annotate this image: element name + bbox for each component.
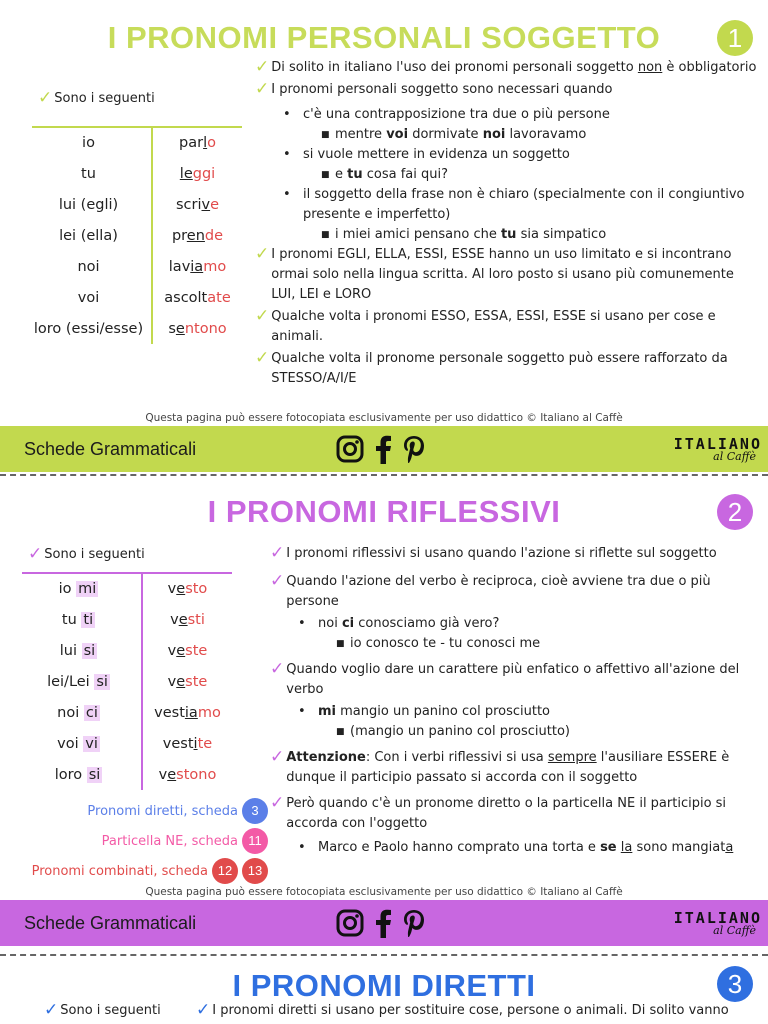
check-icon: ✓ — [255, 306, 270, 326]
sub-item: • Marco e Paolo hanno comprato una torta e se la sono mangiata — [270, 838, 760, 858]
pronoun-cell: io mi — [22, 573, 142, 604]
facebook-icon[interactable] — [374, 908, 392, 938]
bullet-disc: • — [298, 704, 306, 719]
card1-conjugation-table — [32, 126, 242, 344]
reference-link-label: Particella NE, scheda — [101, 833, 238, 849]
verb-cell: vestono — [158, 766, 217, 783]
conjugation-row — [32, 189, 242, 220]
sub-sub-item: ■ i miei amici pensano che tu sia simpatico — [255, 225, 760, 245]
card3-intro-text: Sono i seguenti — [60, 1002, 161, 1018]
card-pronomi-soggetto — [0, 0, 768, 472]
card1-intro-text: Sono i seguenti — [54, 90, 155, 106]
card-number-badge[interactable]: 11 — [242, 828, 268, 854]
verb-cell: ascoltate — [164, 289, 231, 306]
check-icon: ✓ — [270, 571, 285, 591]
reflexive-row — [22, 697, 232, 728]
bullet-disc: • — [283, 107, 291, 122]
social-icons — [336, 434, 426, 464]
pronoun-cell: lui (egli) — [32, 189, 152, 220]
reference-link[interactable] — [0, 796, 268, 826]
card2-notes — [270, 544, 760, 858]
facebook-icon[interactable] — [374, 434, 392, 464]
bullet-disc: • — [283, 147, 291, 162]
card2-intro — [28, 544, 145, 564]
reference-link[interactable] — [0, 856, 268, 886]
footer-label: Schede Grammaticali — [24, 912, 197, 933]
card2-number-badge: 2 — [717, 494, 753, 530]
check-icon: ✓ — [255, 348, 270, 368]
social-icons — [336, 908, 426, 938]
check-icon: ✓ — [270, 747, 285, 767]
check-icon: ✓ — [38, 88, 53, 108]
reflexive-row — [22, 635, 232, 666]
card2-footer-bar — [0, 900, 768, 946]
pronoun-cell: lei (ella) — [32, 220, 152, 251]
card2-links — [0, 796, 268, 886]
verb-cell: scrive — [175, 196, 220, 213]
card-number-badge[interactable]: 13 — [242, 858, 268, 884]
bullet-square: ■ — [321, 130, 330, 140]
note-item: ✓ I pronomi EGLI, ELLA, ESSI, ESSE hanno un uso limitato e si incontrano ormai solo nella lingua scritta. Al loro posto si usano più comunemente LUI, LEI e LORO — [255, 244, 734, 302]
verb-cell: laviamo — [168, 258, 227, 275]
verb-cell: vesto — [142, 573, 232, 604]
conjugation-row — [32, 313, 242, 344]
pronoun-cell: loro (essi/esse) — [32, 313, 152, 344]
sub-item: • il soggetto della frase non è chiaro (specialmente con il congiuntivo presente e imperfetto) — [255, 185, 760, 225]
reflexive-row — [22, 666, 232, 697]
card3-title: I PRONOMI DIRETTI — [232, 968, 536, 1003]
reflexive-row — [22, 604, 232, 635]
check-icon: ✓ — [270, 793, 285, 813]
pronoun-cell: io — [32, 127, 152, 158]
sub-item: • noi ci conosciamo già vero? — [270, 614, 760, 634]
card1-notes — [255, 58, 760, 391]
card2-copyright: Questa pagina può essere fotocopiata esclusivamente per uso didattico © Italiano al Caffè — [145, 886, 623, 898]
sub-item: • si vuole mettere in evidenza un soggetto — [255, 145, 760, 165]
card1-title: I PRONOMI PERSONALI SOGGETTO — [107, 20, 661, 55]
pronoun-cell: loro si — [22, 759, 142, 790]
bullet-square: ■ — [321, 230, 330, 240]
bullet-disc: • — [298, 840, 306, 855]
conjugation-row — [32, 220, 242, 251]
card3-note-text: I pronomi diretti si usano per sostituire cose, persone o animali. Di solito vanno — [212, 1002, 729, 1018]
verb-cell: prende — [171, 227, 224, 244]
instagram-icon[interactable] — [336, 909, 364, 937]
pinterest-icon[interactable] — [402, 908, 426, 938]
card1-copyright: Questa pagina può essere fotocopiata esclusivamente per uso didattico © Italiano al Caffè — [145, 412, 623, 424]
bullet-square: ■ — [336, 727, 345, 737]
card2-title: I PRONOMI RIFLESSIVI — [207, 494, 561, 529]
pronoun-cell: tu — [32, 158, 152, 189]
verb-cell: vestite — [162, 735, 213, 752]
conjugation-row — [32, 251, 242, 282]
note-item: ✓ Di solito in italiano l'uso dei pronomi personali soggetto non è obbligatorio — [255, 57, 757, 77]
bullet-disc: • — [298, 616, 306, 631]
note-item: ✓ Qualche volta i pronomi ESSO, ESSA, ESSI, ESSE si usano per cose e animali. — [255, 306, 716, 344]
check-icon: ✓ — [28, 544, 43, 564]
conjugation-row — [32, 158, 242, 189]
verb-cell: parlo — [152, 127, 242, 158]
check-icon: ✓ — [255, 244, 270, 264]
reference-link-label: Pronomi combinati, scheda — [31, 863, 208, 879]
note-item: ✓ Quando l'azione del verbo è reciproca, cioè avviene tra due o più persone — [270, 571, 711, 609]
verb-cell: leggi — [179, 165, 216, 182]
note-item: ✓ Quando voglio dare un carattere più enfatico o affettivo all'azione del verbo — [270, 659, 740, 697]
verb-cell: veste — [167, 673, 208, 690]
pronoun-cell: voi vi — [22, 728, 142, 759]
verb-cell: veste — [167, 642, 208, 659]
note-item: ✓ Qualche volta il pronome personale soggetto può essere rafforzato da STESSO/A/I/E — [255, 348, 728, 386]
sub-sub-item: ■ (mangio un panino col prosciutto) — [270, 722, 760, 742]
bullet-disc: • — [283, 187, 291, 202]
check-icon: ✓ — [255, 79, 270, 99]
conjugation-row — [32, 282, 242, 313]
check-icon: ✓ — [255, 57, 270, 77]
sub-sub-item: ■ io conosco te - tu conosci me — [270, 634, 760, 654]
card1-intro — [38, 88, 155, 108]
card-number-badge[interactable]: 3 — [242, 798, 268, 824]
card1-footer-bar — [0, 426, 768, 472]
verb-cell: sentono — [168, 320, 227, 337]
verb-cell: vestiamo — [154, 704, 221, 721]
pronoun-cell: voi — [32, 282, 152, 313]
check-icon: ✓ — [270, 543, 285, 563]
card2-conjugation-table — [22, 572, 232, 790]
sub-item: • c'è una contrapposizione tra due o più persone — [255, 105, 760, 125]
instagram-icon[interactable] — [336, 435, 364, 463]
card3-intro — [44, 1000, 161, 1020]
pronoun-cell: lui si — [22, 635, 142, 666]
sub-item: • mi mangio un panino col prosciutto — [270, 702, 760, 722]
check-icon: ✓ — [196, 1000, 211, 1020]
sub-sub-item: ■ e tu cosa fai qui? — [255, 165, 760, 185]
reference-link[interactable] — [0, 826, 268, 856]
bullet-square: ■ — [321, 170, 330, 180]
reflexive-row — [22, 759, 232, 790]
sub-sub-item: ■ mentre voi dormivate noi lavoravamo — [255, 125, 760, 145]
card2-intro-text: Sono i seguenti — [44, 546, 145, 562]
note-item: ✓ Attenzione: Con i verbi riflessivi si usa sempre l'ausiliare ESSERE è dunque il participio passato si accorda con il soggetto — [270, 747, 730, 785]
pronoun-cell: noi — [32, 251, 152, 282]
reflexive-row — [22, 573, 232, 604]
card-pronomi-riflessivi — [0, 474, 768, 952]
brand-logo: ITALIANO al Caffè — [673, 435, 762, 463]
pronoun-cell: tu ti — [22, 604, 142, 635]
pinterest-icon[interactable] — [402, 434, 426, 464]
card-pronomi-diretti — [0, 956, 768, 1024]
card1-number-badge: 1 — [717, 20, 753, 56]
card3-note — [196, 1000, 766, 1020]
check-icon: ✓ — [44, 1000, 59, 1020]
pronoun-cell: noi ci — [22, 697, 142, 728]
bullet-square: ■ — [336, 639, 345, 649]
pronoun-cell: lei/Lei si — [22, 666, 142, 697]
card-number-badge[interactable]: 12 — [212, 858, 238, 884]
card3-number-badge: 3 — [717, 966, 753, 1002]
brand-logo: ITALIANO al Caffè — [673, 909, 762, 937]
note-item: ✓ I pronomi personali soggetto sono necessari quando — [255, 79, 613, 99]
note-item: ✓ Però quando c'è un pronome diretto o la particella NE il participio si accorda con l'oggetto — [270, 793, 727, 831]
note-item: ✓ I pronomi riflessivi si usano quando l'azione si riflette sul soggetto — [270, 543, 717, 563]
reflexive-row — [22, 728, 232, 759]
verb-cell: vesti — [170, 611, 205, 628]
footer-label: Schede Grammaticali — [24, 438, 197, 459]
reference-link-label: Pronomi diretti, scheda — [87, 803, 238, 819]
check-icon: ✓ — [270, 659, 285, 679]
conjugation-row — [32, 127, 242, 158]
